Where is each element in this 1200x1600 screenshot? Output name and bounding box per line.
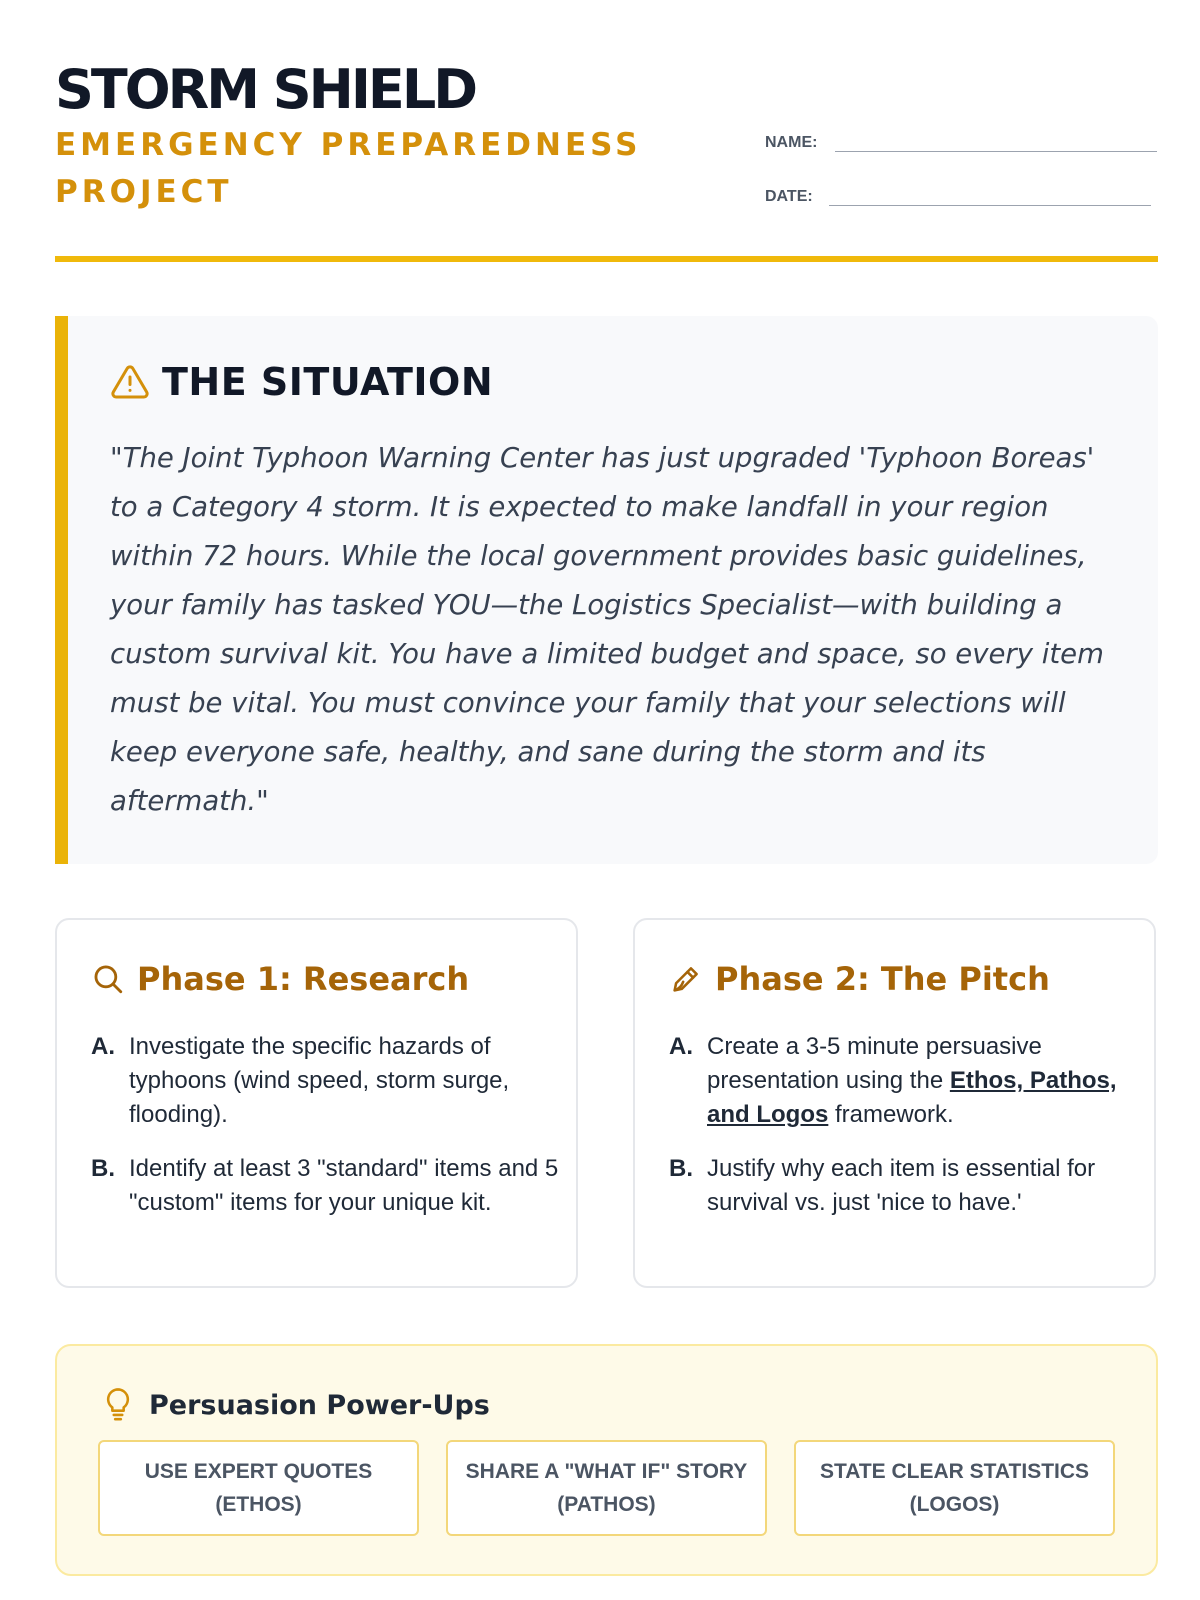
list-marker: A. xyxy=(91,1033,115,1060)
powerup-line2: (PATHOS) xyxy=(557,1493,656,1516)
list-marker: B. xyxy=(91,1155,115,1182)
page-subtitle: EMERGENCY PREPAREDNESS PROJECT xyxy=(55,127,642,210)
powerups-heading xyxy=(101,1386,490,1424)
worksheet-page xyxy=(55,0,1158,1600)
pen-icon xyxy=(669,962,703,996)
powerup-label xyxy=(466,1455,748,1521)
powerup-label xyxy=(820,1455,1089,1521)
powerup-line2: (ETHOS) xyxy=(215,1493,302,1516)
phase-1-list xyxy=(91,1030,561,1240)
powerups-row xyxy=(98,1440,1115,1536)
list-text-before: Create a 3-5 minute persuasive presentation using the xyxy=(707,1033,1042,1094)
date-line[interactable] xyxy=(829,184,1151,206)
situation-text: "The Joint Typhoon Warning Center has just upgraded 'Typhoon Boreas' to a Category 4 storm. It is expected to make landfall in your region within 72 hours. While the local government provides basic guidelines, your family has tasked YOU—the Logistics Specialist—with building a custom survival kit. You have a limited budget and space, so every item must be vital. You must convince your family that your selections will keep everyone safe, healthy, and sane during the storm and its aftermath." xyxy=(110,442,1104,817)
lightbulb-icon xyxy=(101,1386,135,1424)
powerup-pathos-button[interactable] xyxy=(446,1440,767,1536)
powerup-ethos-button[interactable] xyxy=(98,1440,419,1536)
list-item xyxy=(91,1030,561,1132)
powerup-line1: SHARE A "WHAT IF" STORY xyxy=(465,1460,748,1483)
page-title: STORM SHIELD xyxy=(55,58,476,121)
phase-2-card xyxy=(633,918,1156,1288)
list-marker: B. xyxy=(669,1155,693,1182)
powerup-line2: (LOGOS) xyxy=(909,1493,1000,1516)
warning-icon xyxy=(110,362,150,402)
situation-panel xyxy=(55,316,1158,864)
name-label: NAME: xyxy=(765,134,818,151)
situation-heading xyxy=(110,360,493,404)
list-text: Justify why each item is essential for survival vs. just 'nice to have.' xyxy=(707,1155,1096,1216)
name-line[interactable] xyxy=(835,130,1157,152)
list-item xyxy=(669,1030,1139,1132)
powerup-line1: USE EXPERT QUOTES xyxy=(144,1460,373,1483)
worksheet-header xyxy=(55,60,1158,260)
list-item xyxy=(669,1152,1139,1220)
phase-1-heading xyxy=(91,960,469,998)
rhetoric-framework-emphasis: Ethos, Pathos, and Logos xyxy=(707,1067,1117,1128)
situation-title: THE SITUATION xyxy=(162,360,494,404)
list-text: Identify at least 3 "standard" items and 5 "custom" items for your unique kit. xyxy=(129,1155,559,1216)
list-marker: A. xyxy=(669,1033,693,1060)
phase-2-heading xyxy=(669,960,1050,998)
powerups-panel xyxy=(55,1344,1158,1576)
list-item xyxy=(91,1152,561,1220)
date-field[interactable] xyxy=(765,184,1151,206)
phase-2-list xyxy=(669,1030,1139,1240)
list-text-after: framework. xyxy=(828,1101,954,1128)
list-text xyxy=(707,1030,1139,1132)
powerup-logos-button[interactable] xyxy=(794,1440,1115,1536)
phase-1-title: Phase 1: Research xyxy=(137,960,470,998)
powerup-line1: STATE CLEAR STATISTICS xyxy=(819,1460,1090,1483)
phase-1-card xyxy=(55,918,578,1288)
date-label: DATE: xyxy=(765,188,813,205)
powerup-label xyxy=(145,1455,373,1521)
phase-2-title: Phase 2: The Pitch xyxy=(715,960,1050,998)
header-divider xyxy=(55,256,1158,262)
list-text: Investigate the specific hazards of typhoons (wind speed, storm surge, flooding). xyxy=(129,1033,510,1128)
powerups-title: Persuasion Power-Ups xyxy=(149,1389,490,1421)
name-field[interactable] xyxy=(765,130,1157,152)
search-icon xyxy=(91,962,125,996)
